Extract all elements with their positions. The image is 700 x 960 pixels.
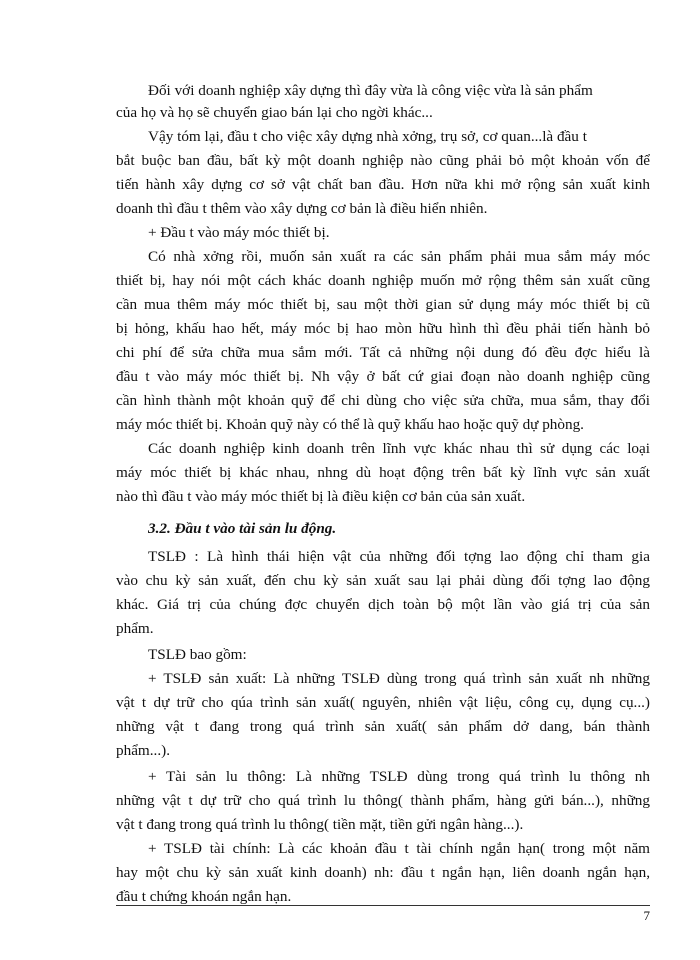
text-line: + Đầu t vào máy móc thiết bị. bbox=[148, 224, 330, 241]
text-line: thiết bị, hay nói một cách khác doanh nghiệp muốn mở rộng thêm sản xuất cũng bbox=[116, 272, 650, 289]
text-line: TSLĐ : Là hình thái hiện vật của những đối tợng lao động chỉ tham gia bbox=[148, 548, 650, 565]
text-line: Có nhà xởng rồi, muốn sản xuất ra các sản phẩm phải mua sắm máy móc bbox=[148, 248, 650, 265]
text-line: của họ và họ sẽ chuyển giao bán lại cho ngời khác... bbox=[116, 104, 433, 121]
text-line: nào thì đầu t vào máy móc thiết bị là điều kiện cơ bản của sản xuất. bbox=[116, 488, 526, 505]
text-line: vật t dự trữ cho qúa trình sản xuất( nguyên, nhiên vật liệu, công cụ, dụng cụ...) bbox=[116, 694, 650, 711]
text-line: Các doanh nghiệp kinh doanh trên lĩnh vực khác nhau thì sử dụng các loại bbox=[148, 440, 650, 457]
text-line: phẩm...). bbox=[116, 742, 170, 759]
text-line: bắt buộc ban đầu, bất kỳ một doanh nghiệp nào cũng phải bỏ một khoản vốn để bbox=[116, 152, 650, 169]
text-line: vật t đang trong quá trình lu thông( tiền mặt, tiền gửi ngân hàng...). bbox=[116, 816, 524, 833]
text-line: phẩm. bbox=[116, 620, 154, 637]
text-line: bị hỏng, khấu hao hết, máy móc bị hao mòn hữu hình thì đều phải tiến hành bỏ bbox=[116, 320, 650, 337]
text-line: đầu t vào máy móc thiết bị. Nh vậy ở bất cứ giai đoạn nào doanh nghiệp cũng bbox=[116, 368, 650, 385]
section-heading: 3.2. Đầu t vào tài sản lu động. bbox=[148, 520, 337, 537]
text-line: máy móc thiết bị. Khoản quỹ này có thể là quỹ khấu hao hoặc quỹ dự phòng. bbox=[116, 416, 584, 433]
text-line: vào chu kỳ sản xuất, đến chu kỳ sản xuất sau lại phải dùng đối tợng lao động bbox=[116, 572, 650, 589]
text-line: hay một chu kỳ sản xuất kinh doanh) nh: đầu t ngắn hạn, liên doanh ngắn hạn, bbox=[116, 864, 650, 881]
text-line: TSLĐ bao gồm: bbox=[148, 646, 247, 663]
text-line: + TSLĐ sản xuất: Là những TSLĐ dùng trong quá trình sản xuất nh những bbox=[148, 670, 650, 687]
page-number: 7 bbox=[643, 908, 650, 923]
text-line: khác. Giá trị của chúng đợc chuyển dịch toàn bộ một lần vào giá trị của sản bbox=[116, 596, 650, 613]
text-line: chi phí để sửa chữa mua sắm mới. Tất cả những nội dung đó đều đợc hiểu là bbox=[116, 344, 650, 361]
footer-rule bbox=[116, 905, 650, 906]
text-line: Đối với doanh nghiệp xây dựng thì đây vừa là công việc vừa là sản phẩm bbox=[148, 82, 593, 99]
text-line: những vật t dự trữ cho quá trình lu thông( thành phẩm, hàng gửi bán...), những bbox=[116, 792, 650, 809]
text-line: + TSLĐ tài chính: Là các khoản đầu t tài chính ngắn hạn( trong một năm bbox=[148, 840, 650, 857]
text-line: tiến hành xây dựng cơ sở vật chất ban đầu. Hơn nữa khi mở rộng sản xuất kinh bbox=[116, 176, 650, 193]
text-line: máy móc thiết bị khác nhau, nhng dù hoạt động trên bất kỳ lĩnh vực sản xuất bbox=[116, 464, 650, 481]
text-line: doanh thì đầu t thêm vào xây dựng cơ bản là điều hiển nhiên. bbox=[116, 200, 488, 217]
text-line: đầu t chứng khoán ngắn hạn. bbox=[116, 888, 292, 905]
text-line: những vật t đang trong quá trình sản xuất( sản phẩm dở dang, bán thành bbox=[116, 718, 650, 735]
text-line: + Tài sản lu thông: Là những TSLĐ dùng trong quá trình lu thông nh bbox=[148, 768, 650, 785]
text-line: cần mua thêm máy móc thiết bị, sau một thời gian sử dụng máy móc thiết bị cũ bbox=[116, 296, 650, 313]
text-line: Vậy tóm lại, đầu t cho việc xây dựng nhà xởng, trụ sở, cơ quan...là đầu t bbox=[148, 128, 587, 145]
text-line: cần hình thành một khoản quỹ để chi dùng cho việc sửa chữa, mua sắm, thay đổi bbox=[116, 392, 650, 409]
